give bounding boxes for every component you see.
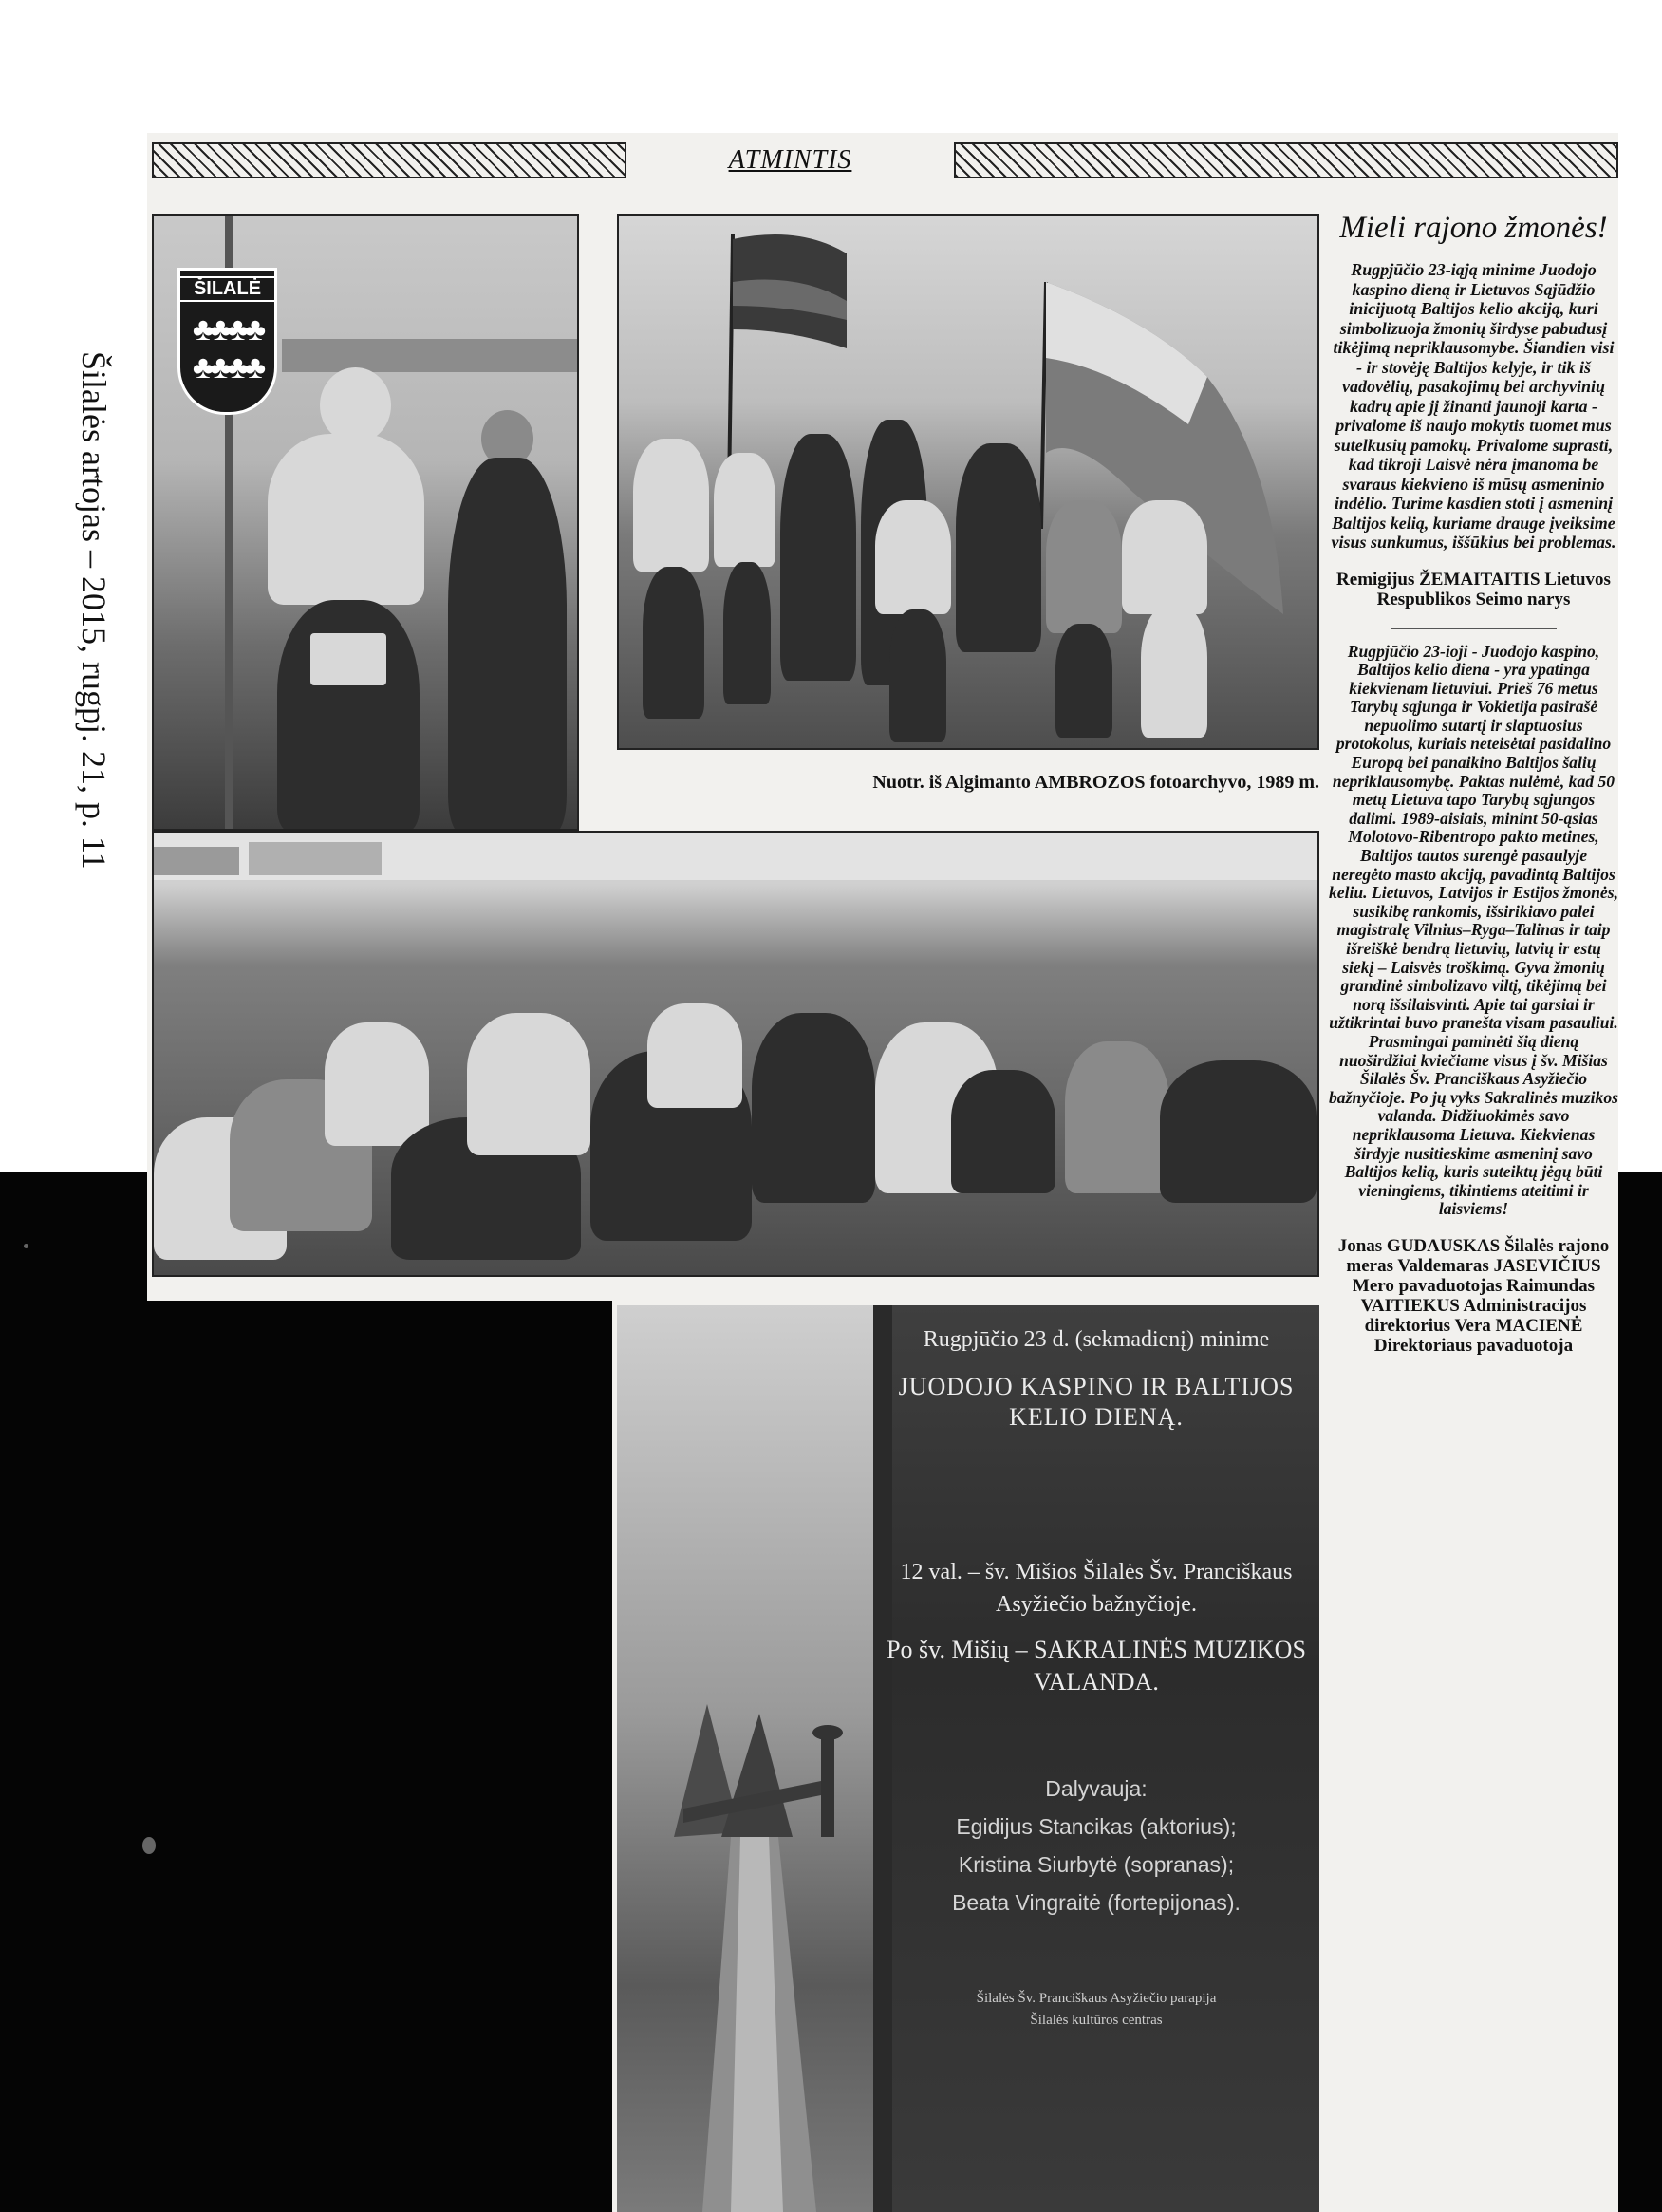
figure xyxy=(752,1013,875,1203)
organizer: Šilalės Šv. Pranciškaus Asyžiečio parapija xyxy=(976,1991,1217,2006)
figure xyxy=(320,367,391,443)
greeting-paragraph: Rugpjūčio 23-iąją minime Juodojo kaspino dieną ir Lietuvos Sąjūdžio inicijuotą Baltijos kelio akciją, kuri simbolizuoja žmonių širdyse pabudusį tikėjimą nepriklausomybe. Šiandien visi - ir stovėję Baltijos kelyje, ir tik iš vadovėlių, pasakojimų bei archyvinių kadrų apie jį žinanti jaunoji karta - privalome iš naujo mokytis tuomet mus sutelkusių pamokų. Privalome suprasti, kad tikroji Laisvė nėra įmanoma be svaraus kiekvieno iš mūsų asmeninio indėlio. Turime kasdien stoti į asmeninį Baltijos kelią, kuriame drauge įveiksime visus sunkumus, iššūkius bei problemas. xyxy=(1331,260,1616,552)
figure xyxy=(889,609,946,742)
town-crest-icon: ŠILALĖ ♣♣♣♣ ♣♣♣♣ xyxy=(177,268,277,415)
figure xyxy=(467,1013,590,1155)
participants-heading: Dalyvauja: xyxy=(1045,1776,1148,1801)
figure xyxy=(1141,605,1207,738)
figure xyxy=(1122,500,1207,614)
signature-block: Remigijus ŽEMAITAITIS Lietuvos Respublikos Seimo narys xyxy=(1336,569,1611,609)
poster-mass-info: 12 val. – šv. Mišios Šilalės Šv. Pranciškaus Asyžiečio bažnyčioje. xyxy=(900,1560,1293,1617)
poster-organizers xyxy=(873,1988,1319,2032)
section-title: ATMINTIS xyxy=(728,145,852,175)
monument-icon xyxy=(617,1590,892,2212)
figure xyxy=(780,434,856,681)
dust-speck xyxy=(142,1837,156,1854)
figure xyxy=(1065,1041,1169,1193)
column-title: Mieli rajono žmonės! xyxy=(1339,211,1608,245)
poster-music-hour: Po šv. Mišių – SAKRALINĖS MUZIKOS VALANDA. xyxy=(887,1636,1306,1696)
photo-people-with-flags xyxy=(617,214,1319,750)
participant: Kristina Siurbytė (sopranas); xyxy=(958,1852,1235,1877)
photo-caption: Nuotr. iš Algimanto AMBROZOS fotoarchyvo, 1989 m. xyxy=(872,772,1319,793)
organizer: Šilalės kultūros centras xyxy=(1030,2013,1163,2028)
figure xyxy=(643,567,704,719)
poster-date: Rugpjūčio 23 d. (sekmadienį) minime xyxy=(923,1327,1270,1352)
figure xyxy=(448,458,567,831)
poster-text xyxy=(873,1324,1319,2032)
dust-speck xyxy=(24,1244,28,1248)
participant: Beata Vingraitė (fortepijonas). xyxy=(952,1890,1241,1915)
greeting-paragraph-2: Rugpjūčio 23-ioji - Juodojo kaspino, Baltijos kelio diena - yra ypatinga kiekvienam lietuviui. Prieš 76 metus Tarybų sąjunga ir Vokietija pasirašė nepuolimo sutartį ir slaptuosius protokolus, kuriais neteisėtai pasidalino Europą bei panaikino Baltijos šalių nepriklausomybę. Paktas nulėmė, kad 50 metų Lietuva tapo Tarybų sąjungos dalimi. 1989-aisiais, minint 50-ąsias Molotovo-Ribentropo pakto metines, Baltijos tautos surengė pasaulyje neregėto masto akciją, pavadintą Baltijos keliu. Lietuvos, Latvijos ir Estijos žmonės, susikibę rankomis, išsirikiavo palei magistralę Vilnius–Ryga–Talinas ir taip išreiškė bendrą lietuvių, latvių ir estų siekį – Laisvės troškimą. Gyva žmonių grandinė simbolizavo viltį, tikėjimą bei norą išsilaisvinti. Apie tai garsiai ir užtikrintai buvo pranešta visam pasauliui. Prasmingai paminėti šią dieną nuoširdžiai kviečiame visus į šv. Mišias Šilalės Šv. Pranciškaus Asyžiečio bažnyčioje. Po jų vyks Sakralinės muzikos valanda. Didžiuokimės savo nepriklausoma Lietuva. Kiekvienas širdyje nusitieskime asmeninį savo Baltijos kelią, kuris suteiktų jėgų būti vieningiems, tikintiems ateitimi ir laisviems! xyxy=(1329,641,1618,1219)
figure xyxy=(875,500,951,614)
divider xyxy=(1391,628,1557,629)
figure xyxy=(1046,500,1122,633)
header-hatch-left xyxy=(152,142,626,178)
figure xyxy=(633,439,709,572)
event-poster xyxy=(617,1305,1319,2212)
crest-label: ŠILALĖ xyxy=(180,276,274,302)
figure xyxy=(268,434,424,605)
radio-icon xyxy=(310,633,386,685)
signature-block-2: Jonas GUDAUSKAS Šilalės rajono meras Valdemaras JASEVIČIUS Mero pavaduotojas Raimundas VAITIEKUS Administracijos direktorius Vera MACIENĖ Direktoriaus pavaduotoja xyxy=(1337,1235,1610,1356)
figure xyxy=(714,453,775,567)
figure xyxy=(325,1022,429,1146)
greeting-column xyxy=(1329,209,1618,1356)
figure xyxy=(647,1003,742,1108)
header-hatch-right xyxy=(954,142,1618,178)
citation-label: Šilalės artojas – 2015, rugpj. 21, p. 11 xyxy=(75,351,113,870)
poster-event-title: JUODOJO KASPINO IR BALTIJOS KELIO DIENĄ. xyxy=(898,1373,1295,1431)
participant: Egidijus Stancikas (aktorius); xyxy=(956,1814,1237,1839)
photo-group-on-grass xyxy=(152,831,1319,1277)
figure xyxy=(1160,1060,1317,1203)
poster-participants xyxy=(873,1770,1319,1921)
accordion-icon xyxy=(951,1070,1055,1193)
figure xyxy=(956,443,1041,652)
photo-men-at-sign xyxy=(152,214,579,831)
figure xyxy=(723,562,771,704)
figure xyxy=(1055,624,1112,738)
